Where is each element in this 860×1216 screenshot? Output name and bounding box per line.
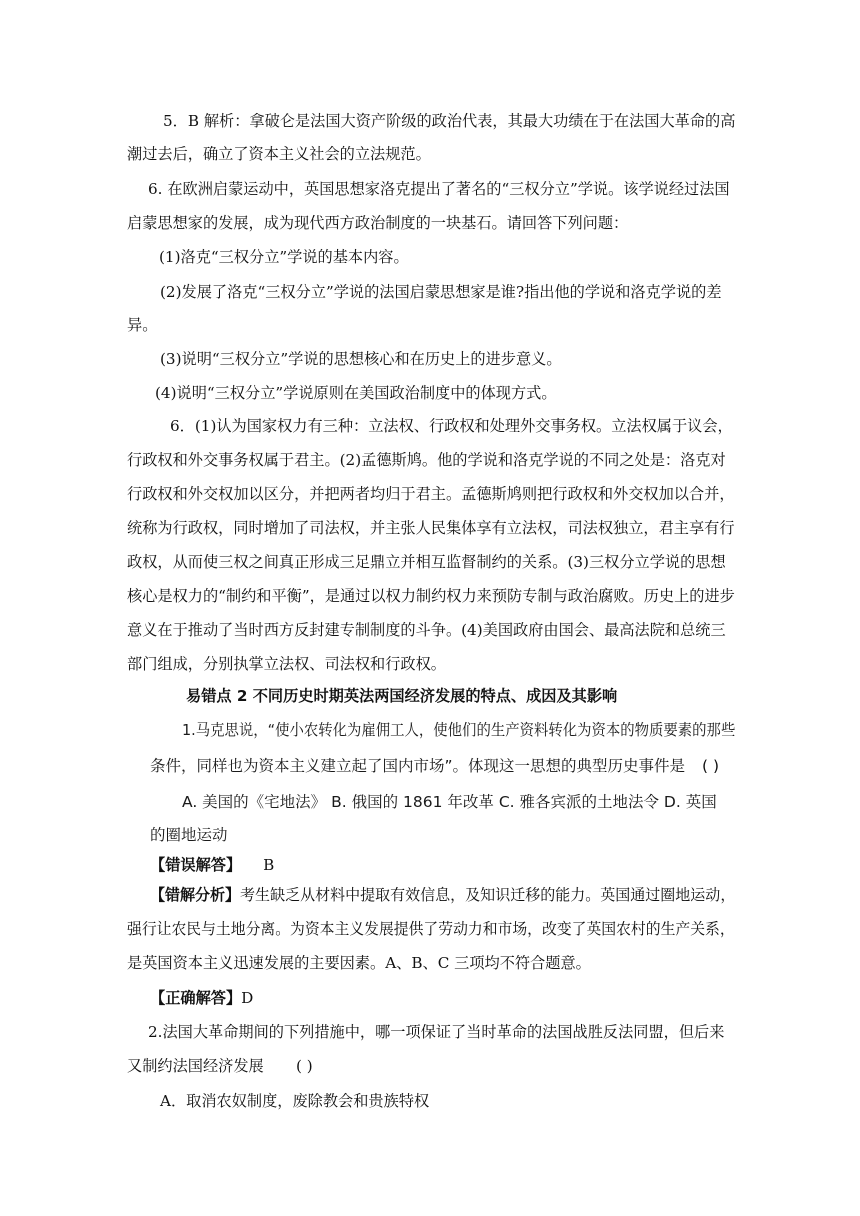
q6-answer-line: 核心是权力的“制约和平衡”，是通过以权力制约权力来预防专制与政治腐败。历史上的进步 — [127, 587, 735, 605]
q1-wrong-answer — [150, 854, 274, 876]
q6-answer-line: 6．(1)认为国家权力有三种：立法权、行政权和处理外交事务权。立法权属于议会， — [170, 417, 733, 435]
q5-answer-line-2: 潮过去后，确立了资本主义社会的立法规范。 — [127, 145, 431, 163]
q1-stem-line-2: 条件，同样也为资本主义建立起了国内市场”。体现这一思想的典型历史事件是 — [150, 757, 686, 775]
q1-options-line-2: 的圈地运动 — [150, 826, 228, 844]
correct-answer-value: D — [241, 989, 254, 1007]
q6-answer-line: 行政权和外交权加以区分，并把两者均归于君主。孟德斯鸠则把行政权和外交权加以合并， — [127, 485, 735, 503]
correct-answer-label: 【正确解答】 — [150, 989, 242, 1007]
error-analysis-label: 【错解分析】 — [150, 886, 241, 904]
error-analysis-text: 考生缺乏从材料中提取有效信息，及知识迁移的能力。英国通过圈地运动， — [240, 886, 736, 904]
q6-answer-line: 意义在于推动了当时西方反封建专制制度的斗争。(4)美国政府由国会、最高法院和总统三 — [127, 621, 726, 639]
q1-answer-parentheses: ( ) — [702, 757, 720, 775]
q1-options-line: A. 美国的《宅地法》 B. 俄国的 1861 年改革 C. 雅各宾派的土地法令 D. 英国 — [182, 793, 717, 811]
q6-answer-line: 统称为行政权，同时增加了司法权，并主张人民集体享有立法权，司法权独立，君主享有行 — [127, 519, 735, 537]
q1-error-analysis-line-2: 强行让农民与土地分离。为资本主义发展提供了劳动力和市场，改变了英国农村的生产关系， — [127, 920, 735, 938]
q1-stem-line-1: 1.马克思说，“使小农转化为雇佣工人，使他们的生产资料转化为资本的物质要素的那些 — [182, 721, 736, 739]
q6-stem-line-2: 启蒙思想家的发展，成为现代西方政治制度的一块基石。请回答下列问题： — [127, 214, 629, 232]
q6-answer-line: 行政权和外交事务权属于君主。(2)孟德斯鸠。他的学说和洛克学说的不同之处是：洛克对 — [127, 451, 726, 469]
q5-answer-line-1: 5．B 解析：拿破仑是法国大资产阶级的政治代表，其最大功绩在于在法国大革命的高 — [163, 112, 736, 130]
q6-stem-line-1: 6. 在欧洲启蒙运动中，英国思想家洛克提出了著名的“三权分立”学说。该学说经过法国 — [148, 180, 730, 198]
q6-answer-line: 部门组成，分别执掌立法权、司法权和行政权。 — [127, 655, 446, 673]
q1-correct-answer — [150, 987, 253, 1009]
q6-sub-question-2-line-2: 异。 — [127, 316, 158, 334]
q1-error-analysis-line-3: 是英国资本主义迅速发展的主要因素。A、B、C 三项均不符合题意。 — [127, 954, 591, 972]
q1-error-analysis-line-1 — [150, 884, 735, 906]
q6-sub-question-1: (1)洛克“三权分立”学说的基本内容。 — [159, 248, 409, 266]
wrong-answer-value: B — [263, 856, 275, 874]
q6-sub-question-4: (4)说明“三权分立”学说原则在美国政治制度中的体现方式。 — [155, 384, 557, 402]
q2-stem-line-2: 又制约法国经济发展 — [127, 1057, 264, 1075]
q6-sub-question-3: (3)说明“三权分立”学说的思想核心和在历史上的进步意义。 — [160, 350, 562, 368]
q6-sub-question-2-line-1: (2)发展了洛克“三权分立”学说的法国启蒙思想家是谁?指出他的学说和洛克学说的差 — [160, 283, 722, 301]
q6-answer-line: 政权，从而使三权之间真正形成三足鼎立并相互监督制约的关系。(3)三权分立学说的思想 — [127, 553, 726, 571]
wrong-answer-label: 【错误解答】 — [150, 856, 242, 874]
section-heading: 易错点 2 不同历史时期英法两国经济发展的特点、成因及其影响 — [186, 687, 618, 705]
q2-answer-parentheses: ( ) — [296, 1057, 313, 1075]
q2-stem-line-1: 2.法国大革命期间的下列措施中，哪一项保证了当时革命的法国战胜反法同盟，但后来 — [148, 1023, 725, 1041]
q2-option-a: A．取消农奴制度，废除教会和贵族特权 — [160, 1092, 430, 1110]
